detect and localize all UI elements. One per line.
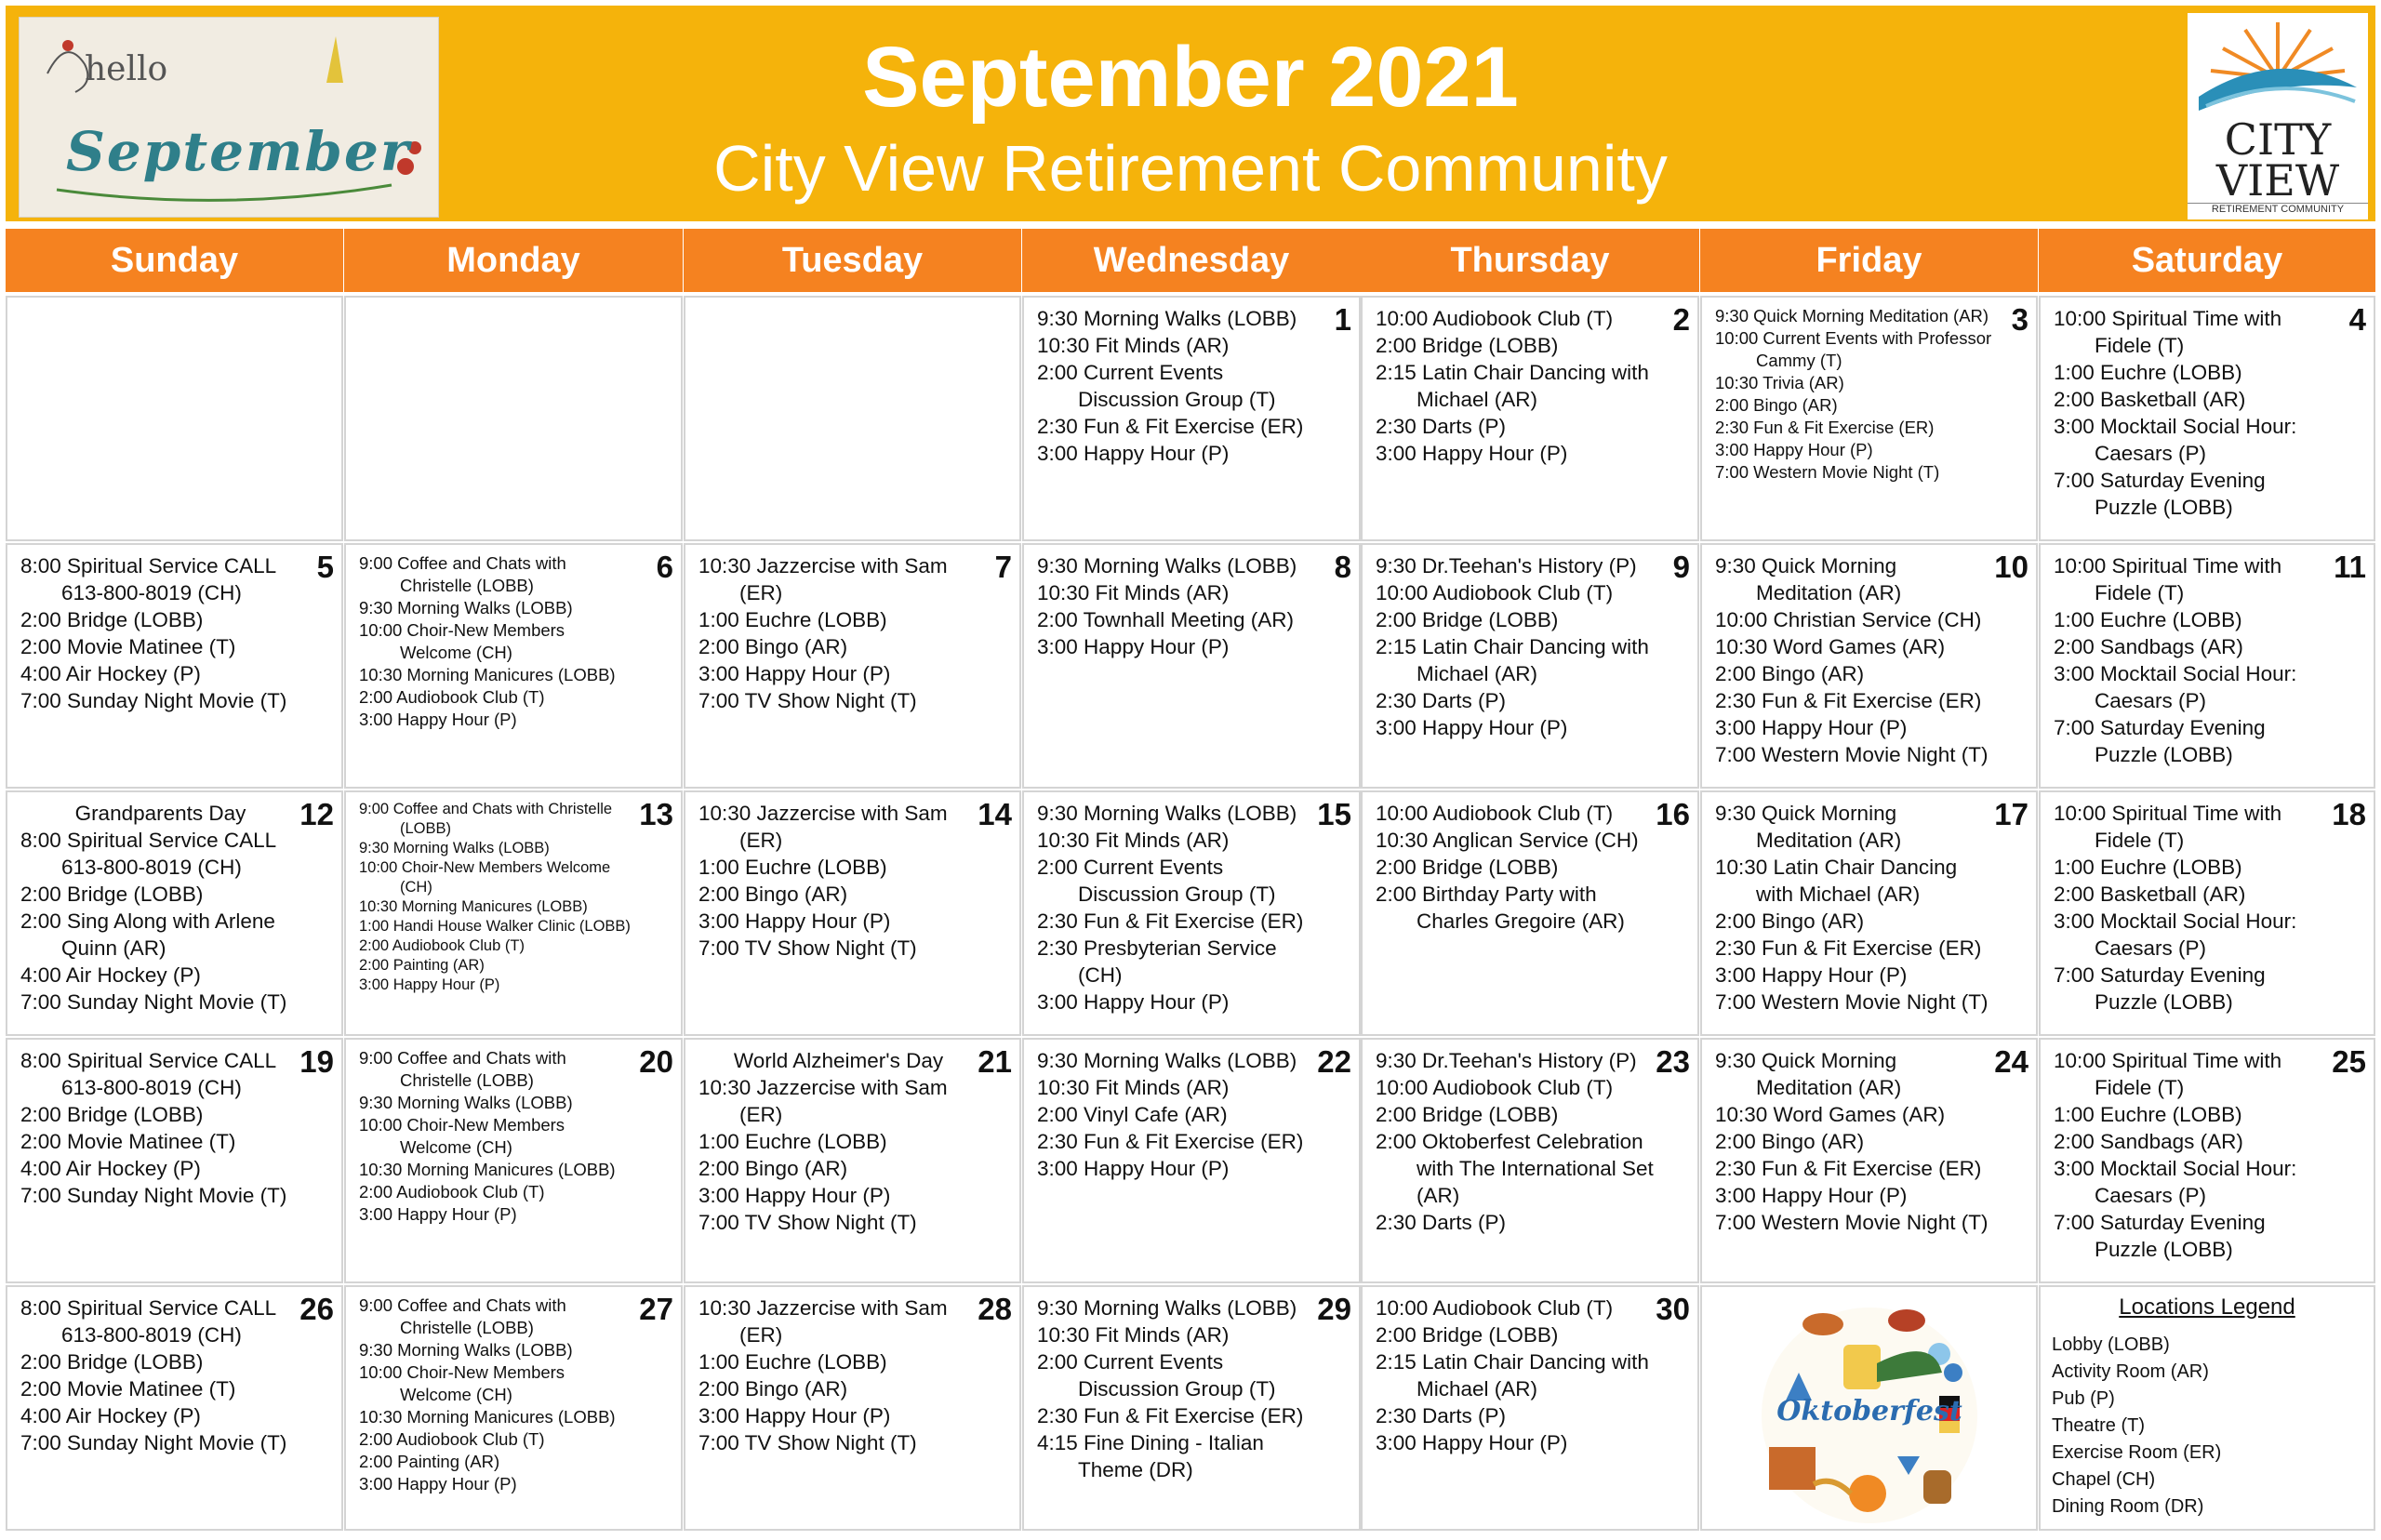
day-cell-17 (1700, 790, 2038, 1036)
event-item: 2:00 Painting (AR) (359, 957, 485, 974)
event-item: 9:30 Morning Walks (LOBB) (1037, 554, 1297, 578)
event-item: 2:15 Latin Chair Dancing with Michael (AR) (1376, 1350, 1649, 1401)
event-item: 2:00 Bingo (AR) (1715, 662, 1865, 685)
event-item: 2:00 Bridge (LOBB) (1376, 1103, 1559, 1126)
day-number: 28 (978, 1292, 1012, 1326)
event-item: 8:00 Spiritual Service CALL 613-800-8019 (CH) (20, 1296, 276, 1347)
event-item: 9:30 Morning Walks (LOBB) (1037, 1296, 1297, 1320)
legend-item: Dining Room (DR) (2052, 1496, 2204, 1517)
day-number: 15 (1317, 797, 1351, 831)
weekday-header-monday: Monday (344, 229, 683, 292)
day-cell-5 (6, 543, 343, 789)
event-item: 2:00 Bridge (LOBB) (1376, 334, 1559, 357)
day-number: 20 (639, 1044, 673, 1079)
day-cell-16 (1361, 790, 1699, 1036)
event-list (1037, 305, 1318, 467)
event-item: 9:30 Morning Walks (LOBB) (359, 1093, 573, 1112)
legend-item: Chapel (CH) (2052, 1469, 2156, 1490)
day-cell-12 (6, 790, 343, 1036)
day-number: 23 (1656, 1044, 1690, 1079)
event-list (20, 552, 300, 714)
weekday-header-sunday: Sunday (6, 229, 343, 292)
event-item: 2:00 Bridge (LOBB) (20, 1350, 204, 1374)
event-item: 4:00 Air Hockey (P) (20, 963, 201, 987)
event-item: 7:00 Sunday Night Movie (T) (20, 689, 287, 712)
event-item: 9:30 Quick Morning Meditation (AR) (1715, 306, 1989, 325)
empty-day-cell (6, 296, 343, 541)
event-item: 3:00 Happy Hour (P) (1376, 716, 1568, 739)
event-item: 7:00 Saturday Evening Puzzle (LOBB) (2054, 1211, 2266, 1261)
event-item: 2:00 Oktoberfest Celebration with The International Set (AR) (1376, 1130, 1654, 1207)
event-item: 10:00 Choir-New Members Welcome (CH) (359, 859, 611, 896)
event-item: 1:00 Euchre (LOBB) (698, 608, 887, 631)
event-item: 8:00 Spiritual Service CALL 613-800-8019 (CH) (20, 554, 276, 604)
event-item: 2:00 Bingo (AR) (1715, 909, 1865, 933)
event-item: 10:30 Latin Chair Dancing with Michael (AR) (1715, 856, 1958, 906)
event-item: 3:00 Happy Hour (P) (1715, 440, 1873, 459)
event-item: 1:00 Euchre (LOBB) (2054, 1103, 2242, 1126)
day-note: World Alzheimer's Day (733, 1049, 944, 1072)
event-item: 7:00 Western Movie Night (T) (1715, 990, 1989, 1014)
day-cell-3 (1700, 296, 2038, 541)
event-item: 2:00 Painting (AR) (359, 1452, 500, 1471)
event-item: 2:00 Sandbags (AR) (2054, 635, 2243, 658)
event-item: 1:00 Handi House Walker Clinic (LOBB) (359, 918, 631, 935)
event-list (2054, 1047, 2333, 1263)
day-cell-15 (1022, 790, 1361, 1036)
event-item: 3:00 Happy Hour (P) (1037, 1157, 1230, 1180)
day-number: 13 (639, 797, 673, 831)
locations-legend (2044, 1294, 2370, 1520)
event-item: 10:30 Morning Manicures (LOBB) (359, 898, 588, 915)
event-item: 2:15 Latin Chair Dancing with Michael (AR) (1376, 635, 1649, 685)
day-number: 25 (2332, 1044, 2366, 1079)
event-item: 9:30 Morning Walks (LOBB) (1037, 1049, 1297, 1072)
event-list (1037, 1047, 1318, 1182)
event-list (359, 800, 640, 995)
sunrise-icon (2188, 13, 2368, 115)
event-item: 10:00 Audiobook Club (T) (1376, 1076, 1614, 1099)
weekday-header-tuesday: Tuesday (684, 229, 1021, 292)
day-cell-24 (1700, 1038, 2038, 1283)
event-item: 7:00 Saturday Evening Puzzle (LOBB) (2054, 716, 2266, 766)
event-item: 10:00 Spiritual Time with Fidele (T) (2054, 802, 2282, 852)
weekday-header-saturday: Saturday (2039, 229, 2375, 292)
day-cell-6 (344, 543, 683, 789)
event-list (1376, 1294, 1656, 1456)
event-item: 9:00 Coffee and Chats with Christelle (LOBB) (359, 1295, 566, 1337)
day-number: 30 (1656, 1292, 1690, 1326)
event-item: 10:30 Fit Minds (AR) (1037, 581, 1230, 604)
event-item: 3:00 Happy Hour (P) (359, 1204, 517, 1224)
event-item: 10:30 Morning Manicures (LOBB) (359, 1160, 616, 1179)
event-item: 9:30 Dr.Teehan's History (P) (1376, 1049, 1637, 1072)
event-item: 10:30 Fit Minds (AR) (1037, 829, 1230, 852)
city-view-logo (2188, 13, 2368, 219)
event-item: 9:00 Coffee and Chats with Christelle (LOBB) (359, 801, 613, 837)
event-item: 2:00 Sandbags (AR) (2054, 1130, 2243, 1153)
event-item: 3:00 Happy Hour (P) (1376, 442, 1568, 465)
hello-logo-text: hello (85, 50, 168, 88)
event-item: 10:30 Jazzercise with Sam (ER) (698, 1296, 948, 1347)
day-cell-26 (6, 1285, 343, 1531)
event-item: 2:00 Bingo (AR) (1715, 1130, 1865, 1153)
day-number: 19 (299, 1044, 334, 1079)
day-note: Grandparents Day (74, 802, 246, 825)
event-list (359, 1294, 640, 1495)
event-item: 2:30 Presbyterian Service (CH) (1037, 936, 1277, 987)
event-list (1037, 800, 1318, 1016)
event-item: 10:00 Current Events with Professor Cammy (T) (1715, 328, 1992, 370)
event-item: 10:00 Audiobook Club (T) (1376, 581, 1614, 604)
event-item: 2:00 Bridge (LOBB) (1376, 1323, 1559, 1347)
day-number: 24 (1994, 1044, 2029, 1079)
legend-item: Lobby (LOBB) (2052, 1334, 2170, 1355)
event-item: 2:30 Fun & Fit Exercise (ER) (1037, 415, 1304, 438)
event-item: 2:00 Basketball (AR) (2054, 883, 2246, 906)
event-item: 2:00 Bingo (AR) (698, 1377, 848, 1401)
event-item: 7:00 Western Movie Night (T) (1715, 743, 1989, 766)
day-cell-10 (1700, 543, 2038, 789)
page-title: September 2021 (862, 30, 1519, 125)
city-view-logo-tagline: RETIREMENT COMMUNITY (2188, 203, 2368, 215)
event-item: 3:00 Happy Hour (P) (1037, 442, 1230, 465)
event-item: 2:00 Audiobook Club (T) (359, 1182, 545, 1201)
event-item: 7:00 Sunday Night Movie (T) (20, 1431, 287, 1454)
event-item: 10:00 Spiritual Time with Fidele (T) (2054, 554, 2282, 604)
event-list (1376, 800, 1656, 935)
event-item: 2:00 Basketball (AR) (2054, 388, 2246, 411)
event-list (20, 800, 300, 1016)
weekday-header-wednesday: Wednesday (1022, 229, 1361, 292)
event-list (1715, 1047, 1995, 1236)
day-number: 22 (1317, 1044, 1351, 1079)
day-cell-21 (684, 1038, 1021, 1283)
event-item: 2:30 Fun & Fit Exercise (ER) (1715, 689, 1982, 712)
event-item: 4:15 Fine Dining - Italian Theme (DR) (1037, 1431, 1264, 1481)
event-item: 2:00 Current Events Discussion Group (T) (1037, 361, 1276, 411)
event-item: 2:00 Current Events Discussion Group (T) (1037, 1350, 1276, 1401)
legend-item: Theatre (T) (2052, 1415, 2146, 1436)
event-item: 10:30 Fit Minds (AR) (1037, 1076, 1230, 1099)
event-item: 9:30 Quick Morning Meditation (AR) (1715, 554, 1902, 604)
day-number: 27 (639, 1292, 673, 1326)
event-item: 1:00 Euchre (LOBB) (698, 856, 887, 879)
event-item: 1:00 Euchre (LOBB) (698, 1130, 887, 1153)
event-item: 2:30 Darts (P) (1376, 689, 1507, 712)
day-cell-30 (1361, 1285, 1699, 1531)
event-item: 3:00 Happy Hour (P) (698, 909, 891, 933)
event-item: 3:00 Happy Hour (P) (1715, 1184, 1908, 1207)
event-list (1037, 1294, 1318, 1483)
day-number: 14 (978, 797, 1012, 831)
event-item: 9:30 Quick Morning Meditation (AR) (1715, 1049, 1902, 1099)
event-item: 2:00 Bingo (AR) (698, 1157, 848, 1180)
day-number: 2 (1672, 302, 1690, 337)
event-item: 3:00 Happy Hour (P) (359, 710, 517, 729)
event-list (20, 1294, 300, 1456)
event-item: 10:00 Choir-New Members Welcome (CH) (359, 1362, 565, 1404)
legend-item: Pub (P) (2052, 1388, 2115, 1409)
event-item: 9:30 Morning Walks (LOBB) (359, 840, 550, 856)
weekday-header-thursday: Thursday (1361, 229, 1699, 292)
event-item: 10:30 Fit Minds (AR) (1037, 334, 1230, 357)
event-item: 4:00 Air Hockey (P) (20, 1157, 201, 1180)
event-item: 10:30 Jazzercise with Sam (ER) (698, 802, 948, 852)
oktoberfest-label: Oktoberfest (1776, 1395, 1962, 1427)
event-list (1715, 552, 1995, 768)
event-item: 2:00 Movie Matinee (T) (20, 635, 236, 658)
day-number: 11 (2334, 550, 2366, 584)
day-number: 26 (299, 1292, 334, 1326)
event-item: 10:00 Audiobook Club (T) (1376, 307, 1614, 330)
event-item: 10:30 Word Games (AR) (1715, 1103, 1946, 1126)
event-item: 3:00 Happy Hour (P) (1037, 635, 1230, 658)
event-item: 10:30 Fit Minds (AR) (1037, 1323, 1230, 1347)
event-item: 2:00 Bridge (LOBB) (20, 608, 204, 631)
event-item: 1:00 Euchre (LOBB) (698, 1350, 887, 1374)
day-cell-28 (684, 1285, 1021, 1531)
event-item: 3:00 Happy Hour (P) (1376, 1431, 1568, 1454)
event-item: 7:00 Saturday Evening Puzzle (LOBB) (2054, 469, 2266, 519)
day-cell-14 (684, 790, 1021, 1036)
day-cell-19 (6, 1038, 343, 1283)
event-list (1376, 1047, 1656, 1236)
event-list (359, 1047, 640, 1226)
event-item: 2:00 Bridge (LOBB) (20, 1103, 204, 1126)
event-item: 10:00 Christian Service (CH) (1715, 608, 1982, 631)
event-item: 3:00 Happy Hour (P) (698, 1404, 891, 1427)
day-cell-8 (1022, 543, 1361, 789)
event-list (698, 1047, 978, 1236)
event-item: 7:00 Western Movie Night (T) (1715, 462, 1940, 482)
event-list (359, 552, 640, 731)
event-item: 2:00 Birthday Party with Charles Gregoire (AR) (1376, 883, 1625, 933)
event-item: 9:30 Morning Walks (LOBB) (1037, 802, 1297, 825)
event-item: 4:00 Air Hockey (P) (20, 662, 201, 685)
day-number: 18 (2332, 797, 2366, 831)
event-item: 7:00 Sunday Night Movie (T) (20, 990, 287, 1014)
event-item: 7:00 Saturday Evening Puzzle (LOBB) (2054, 963, 2266, 1014)
event-list (1376, 552, 1656, 741)
day-number: 6 (656, 550, 673, 584)
event-item: 8:00 Spiritual Service CALL 613-800-8019 (CH) (20, 829, 276, 879)
event-item: 7:00 TV Show Night (T) (698, 1211, 917, 1234)
event-item: 3:00 Happy Hour (P) (698, 662, 891, 685)
day-cell-25 (2039, 1038, 2375, 1283)
event-item: 2:00 Audiobook Club (T) (359, 1429, 545, 1449)
event-item: 10:00 Spiritual Time with Fidele (T) (2054, 1049, 2282, 1099)
event-item: 1:00 Euchre (LOBB) (2054, 856, 2242, 879)
event-item: 2:00 Movie Matinee (T) (20, 1130, 236, 1153)
event-item: 2:00 Vinyl Cafe (AR) (1037, 1103, 1228, 1126)
event-item: 9:00 Coffee and Chats with Christelle (LOBB) (359, 553, 566, 595)
event-list (698, 552, 978, 714)
event-item: 7:00 TV Show Night (T) (698, 689, 917, 712)
event-list (1376, 305, 1656, 467)
event-item: 10:00 Spiritual Time with Fidele (T) (2054, 307, 2282, 357)
day-number: 17 (1994, 797, 2029, 831)
event-list (1037, 552, 1318, 660)
event-item: 2:30 Fun & Fit Exercise (ER) (1037, 1404, 1304, 1427)
day-number: 12 (299, 797, 334, 831)
legend-list (2044, 1332, 2370, 1520)
event-item: 2:00 Bridge (LOBB) (20, 883, 204, 906)
event-item: 3:00 Mocktail Social Hour: Caesars (P) (2054, 1157, 2297, 1207)
event-list (698, 800, 978, 962)
event-item: 2:30 Fun & Fit Exercise (ER) (1037, 1130, 1304, 1153)
event-item: 1:00 Euchre (LOBB) (2054, 361, 2242, 384)
event-item: 9:30 Morning Walks (LOBB) (359, 1340, 573, 1360)
legend-title: Locations Legend (2119, 1294, 2295, 1320)
event-item: 2:00 Audiobook Club (T) (359, 687, 545, 707)
day-number: 10 (1994, 550, 2029, 584)
event-item: 9:30 Morning Walks (LOBB) (1037, 307, 1297, 330)
day-cell-7 (684, 543, 1021, 789)
day-number: 3 (2011, 302, 2029, 337)
day-number: 9 (1672, 550, 1690, 584)
legend-item: Activity Room (AR) (2052, 1361, 2209, 1382)
day-cell-22 (1022, 1038, 1361, 1283)
day-cell-2 (1361, 296, 1699, 541)
event-list (1715, 305, 1995, 484)
event-item: 3:00 Happy Hour (P) (1715, 963, 1908, 987)
event-item: 10:30 Word Games (AR) (1715, 635, 1946, 658)
event-list (698, 1294, 978, 1456)
day-number: 7 (994, 550, 1012, 584)
event-item: 10:00 Choir-New Members Welcome (CH) (359, 1115, 565, 1157)
event-item: 3:00 Happy Hour (P) (698, 1184, 891, 1207)
event-item: 2:30 Darts (P) (1376, 1404, 1507, 1427)
day-number: 1 (1334, 302, 1351, 337)
event-item: 9:00 Coffee and Chats with Christelle (LOBB) (359, 1048, 566, 1090)
event-item: 10:30 Anglican Service (CH) (1376, 829, 1639, 852)
city-view-logo-line1: CITY (2224, 114, 2332, 165)
day-number: 29 (1317, 1292, 1351, 1326)
event-item: 2:00 Bingo (AR) (698, 883, 848, 906)
event-item: 3:00 Happy Hour (P) (1037, 990, 1230, 1014)
event-item: 9:30 Dr.Teehan's History (P) (1376, 554, 1637, 578)
day-cell-9 (1361, 543, 1699, 789)
event-list (2054, 305, 2333, 521)
event-item: 4:00 Air Hockey (P) (20, 1404, 201, 1427)
event-item: 2:30 Darts (P) (1376, 1211, 1507, 1234)
event-item: 3:00 Mocktail Social Hour: Caesars (P) (2054, 415, 2297, 465)
event-item: 2:00 Bingo (AR) (698, 635, 848, 658)
event-item: 10:00 Audiobook Club (T) (1376, 802, 1614, 825)
event-list (2054, 552, 2333, 768)
event-item: 2:00 Bridge (LOBB) (1376, 608, 1559, 631)
event-item: 2:30 Fun & Fit Exercise (ER) (1037, 909, 1304, 933)
day-cell-4 (2039, 296, 2375, 541)
event-item: 2:00 Current Events Discussion Group (T) (1037, 856, 1276, 906)
event-item: 3:00 Happy Hour (P) (359, 1474, 517, 1494)
day-cell-23 (1361, 1038, 1699, 1283)
event-item: 10:30 Morning Manicures (LOBB) (359, 1407, 616, 1427)
day-cell-27 (344, 1285, 683, 1531)
day-cell-1 (1022, 296, 1361, 541)
day-number: 16 (1656, 797, 1690, 831)
event-item: 2:30 Fun & Fit Exercise (ER) (1715, 418, 1935, 437)
day-cell-29 (1022, 1285, 1361, 1531)
event-item: 8:00 Spiritual Service CALL 613-800-8019 (CH) (20, 1049, 276, 1099)
event-item: 3:00 Happy Hour (P) (359, 976, 500, 993)
event-item: 1:00 Euchre (LOBB) (2054, 608, 2242, 631)
event-item: 7:00 TV Show Night (T) (698, 1431, 917, 1454)
day-number: 8 (1334, 550, 1351, 584)
event-item: 2:30 Fun & Fit Exercise (ER) (1715, 936, 1982, 960)
day-cell-20 (344, 1038, 683, 1283)
event-item: 10:30 Morning Manicures (LOBB) (359, 665, 616, 684)
event-item: 10:30 Jazzercise with Sam (ER) (698, 554, 948, 604)
event-item: 2:00 Bingo (AR) (1715, 395, 1838, 415)
day-cell-11 (2039, 543, 2375, 789)
event-item: 3:00 Happy Hour (P) (1715, 716, 1908, 739)
event-item: 10:00 Audiobook Club (T) (1376, 1296, 1614, 1320)
legend-item: Exercise Room (ER) (2052, 1442, 2222, 1463)
event-list (1715, 800, 1995, 1016)
event-item: 2:30 Fun & Fit Exercise (ER) (1715, 1157, 1982, 1180)
event-list (2054, 800, 2333, 1016)
event-item: 2:00 Movie Matinee (T) (20, 1377, 236, 1401)
event-item: 2:00 Sing Along with Arlene Quinn (AR) (20, 909, 275, 960)
event-item: 2:00 Audiobook Club (T) (359, 937, 525, 954)
day-number: 5 (316, 550, 334, 584)
day-cell-13 (344, 790, 683, 1036)
event-item: 3:00 Mocktail Social Hour: Caesars (P) (2054, 662, 2297, 712)
event-item: 7:00 Western Movie Night (T) (1715, 1211, 1989, 1234)
calendar-header (6, 6, 2375, 221)
event-item: 9:30 Morning Walks (LOBB) (359, 598, 573, 617)
event-item: 2:15 Latin Chair Dancing with Michael (AR) (1376, 361, 1649, 411)
event-item: 2:00 Townhall Meeting (AR) (1037, 608, 1294, 631)
event-item: 3:00 Mocktail Social Hour: Caesars (P) (2054, 909, 2297, 960)
event-item: 7:00 Sunday Night Movie (T) (20, 1184, 287, 1207)
event-item: 7:00 TV Show Night (T) (698, 936, 917, 960)
september-logo-text: September (66, 120, 411, 183)
day-number: 21 (978, 1044, 1012, 1079)
event-item: 9:30 Quick Morning Meditation (AR) (1715, 802, 1902, 852)
weekday-header-friday: Friday (1700, 229, 2038, 292)
city-view-logo-line2: VIEW (2215, 155, 2340, 206)
day-cell-18 (2039, 790, 2375, 1036)
day-number: 4 (2348, 302, 2366, 337)
empty-day-cell (344, 296, 683, 541)
event-item: 2:00 Bridge (LOBB) (1376, 856, 1559, 879)
event-item: 10:30 Jazzercise with Sam (ER) (698, 1076, 948, 1126)
event-list (20, 1047, 300, 1209)
event-item: 10:30 Trivia (AR) (1715, 373, 1844, 392)
oktoberfest-graphic (1758, 1298, 1981, 1533)
event-item: 2:30 Darts (P) (1376, 415, 1507, 438)
empty-day-cell (684, 296, 1021, 541)
event-item: 10:00 Choir-New Members Welcome (CH) (359, 620, 565, 662)
page-subtitle: City View Retirement Community (713, 132, 1668, 205)
